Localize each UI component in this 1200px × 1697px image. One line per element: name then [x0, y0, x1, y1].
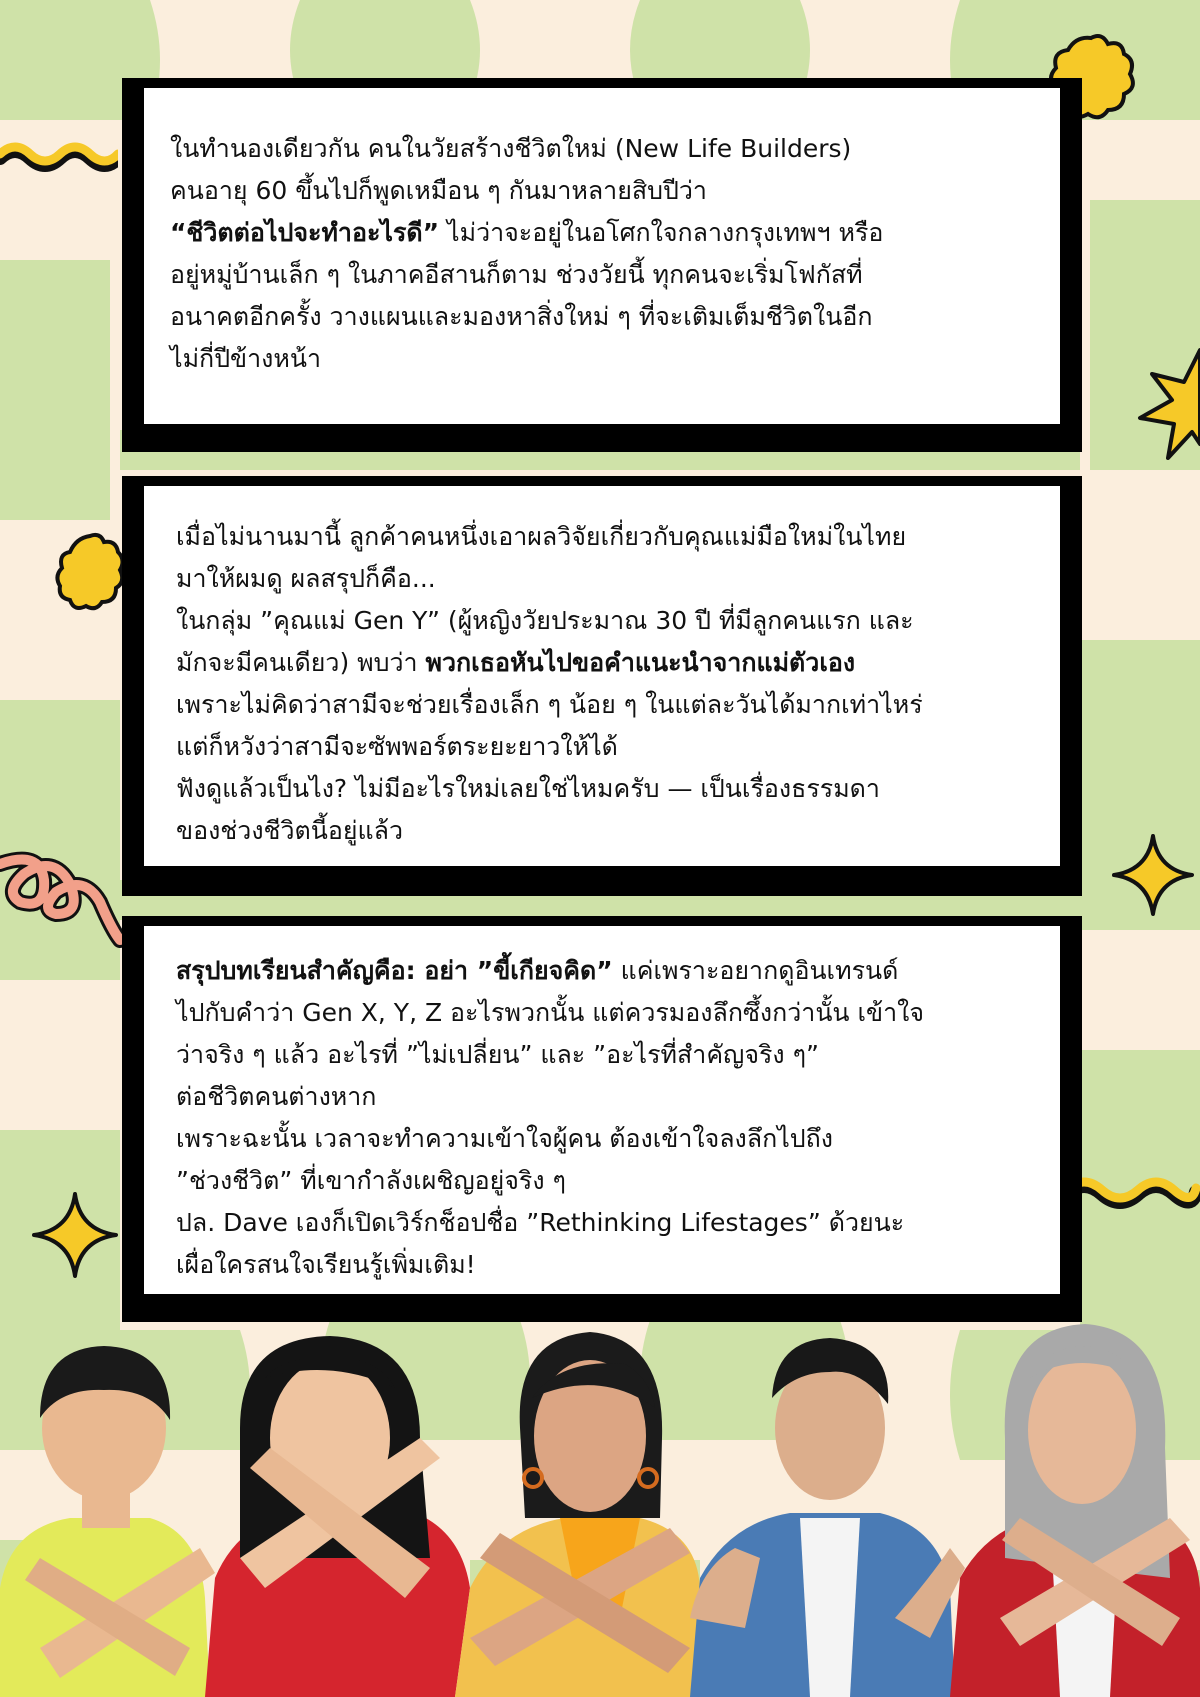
card-2-bold-phrase: พวกเธอหันไปขอคำแนะนำจากแม่ตัวเอง	[425, 648, 856, 677]
card-2-line-7: ฟังดูแล้วเป็นไง? ไม่มีอะไรใหม่เลยใช่ไหมครับ — เป็นเรื่องธรรมดา	[176, 774, 880, 803]
card-1-line-5: อนาคตอีกครั้ง วางแผนและมองหาสิ่งใหม่ ๆ ที่จะเติมเต็มชีวิตในอีก	[170, 302, 873, 331]
card-1-paragraph	[170, 128, 1060, 380]
card-1-line-6: ไม่กี่ปีข้างหน้า	[170, 344, 322, 373]
card-3-bold-lead: สรุปบทเรียนสำคัญคือ: อย่า ”ขี้เกียจคิด”	[176, 956, 613, 985]
card-3-paragraph	[176, 950, 1060, 1286]
card-3-line-2: ไปกับคำว่า Gen X, Y, Z อะไรพวกนั้น แต่ควรมองลึกซึ้งกว่านั้น เข้าใจ	[176, 998, 924, 1027]
card-1-line-1: ในทำนองเดียวกัน คนในวัยสร้างชีวิตใหม่ (New Life Builders)	[170, 134, 852, 163]
pink-spiral-left	[0, 840, 122, 970]
yellow-squiggle-top-left	[0, 136, 118, 186]
card-3-line-7: ปล. Dave เองก็เปิดเวิร์กช็อปชื่อ ”Rethinking Lifestages” ด้วยนะ	[176, 1208, 905, 1237]
card-2-line-2: มาให้ผมดู ผลสรุปก็คือ...	[176, 564, 436, 593]
card-2-line-4-start: มักจะมีคนเดียว) พบว่า	[176, 648, 418, 677]
card-1-line-2: คนอายุ 60 ขึ้นไปก็พูดเหมือน ๆ กันมาหลายสิบปีว่า	[170, 176, 707, 205]
text-card-1	[122, 78, 1082, 452]
person-boy-yellow-shirt	[0, 1346, 215, 1697]
card-2-line-5: เพราะไม่คิดว่าสามีจะช่วยเรื่องเล็ก ๆ น้อย ๆ ในแต่ละวันได้มากเท่าไหร่	[176, 690, 923, 719]
yellow-star-burst-right	[1132, 340, 1200, 470]
yellow-sparkle-right	[1110, 832, 1196, 918]
card-2-line-6: แต่ก็หวังว่าสามีจะซัพพอร์ตระยะยาวให้ได้	[176, 732, 618, 761]
card-2-line-3: ในกลุ่ม ”คุณแม่ Gen Y” (ผู้หญิงวัยประมาณ 30 ปี ที่มีลูกคนแรก และ	[176, 606, 914, 635]
card-2-paragraph	[176, 516, 1060, 852]
text-card-3-body	[144, 926, 1060, 1294]
text-card-2	[122, 476, 1082, 896]
text-card-3	[122, 916, 1082, 1322]
card-3-line-5: เพราะฉะนั้น เวลาจะทำความเข้าใจผู้คน ต้องเข้าใจลงลึกไปถึง	[176, 1124, 834, 1153]
card-3-line-3: ว่าจริง ๆ แล้ว อะไรที่ ”ไม่เปลี่ยน” และ ”อะไรที่สำคัญจริง ๆ”	[176, 1040, 819, 1069]
card-1-line-4: อยู่หมู่บ้านเล็ก ๆ ในภาคอีสานก็ตาม ช่วงวัยนี้ ทุกคนจะเริ่มโฟกัสที่	[170, 260, 863, 289]
card-2-line-8: ของช่วงชีวิตนี้อยู่แล้ว	[176, 816, 403, 845]
card-3-line-8: เผื่อใครสนใจเรียนรู้เพิ่มเติม!	[176, 1250, 476, 1279]
card-3-line-6: ”ช่วงชีวิต” ที่เขากำลังเผชิญอยู่จริง ๆ	[176, 1166, 566, 1195]
people-photo-strip	[0, 1318, 1200, 1697]
card-1-line-3	[170, 212, 1060, 254]
yellow-sparkle-left	[30, 1190, 120, 1280]
card-1-bold-quote: “ชีวิตต่อไปจะทำอะไรดี”	[170, 218, 440, 247]
card-3-line-4: ต่อชีวิตคนต่างหาก	[176, 1082, 377, 1111]
text-card-2-body	[144, 486, 1060, 866]
yellow-blob-left	[54, 532, 126, 612]
card-1-line-3-rest: ไม่ว่าจะอยู่ในอโศกใจกลางกรุงเทพฯ หรือ	[447, 218, 884, 247]
card-2-line-4	[176, 642, 1060, 684]
person-woman-yellow-jacket	[455, 1332, 700, 1697]
card-3-line-1-rest: แค่เพราะอยากดูอินเทรนด์	[620, 956, 899, 985]
person-man-denim-jacket	[690, 1338, 965, 1697]
card-2-line-1: เมื่อไม่นานมานี้ ลูกค้าคนหนึ่งเอาผลวิจัยเกี่ยวกับคุณแม่มือใหม่ในไทย	[176, 522, 907, 551]
person-woman-red-polka	[205, 1336, 470, 1697]
person-woman-grey-hair-red-jacket	[950, 1324, 1200, 1697]
text-card-1-body	[144, 88, 1060, 424]
card-3-line-1	[176, 950, 1060, 992]
